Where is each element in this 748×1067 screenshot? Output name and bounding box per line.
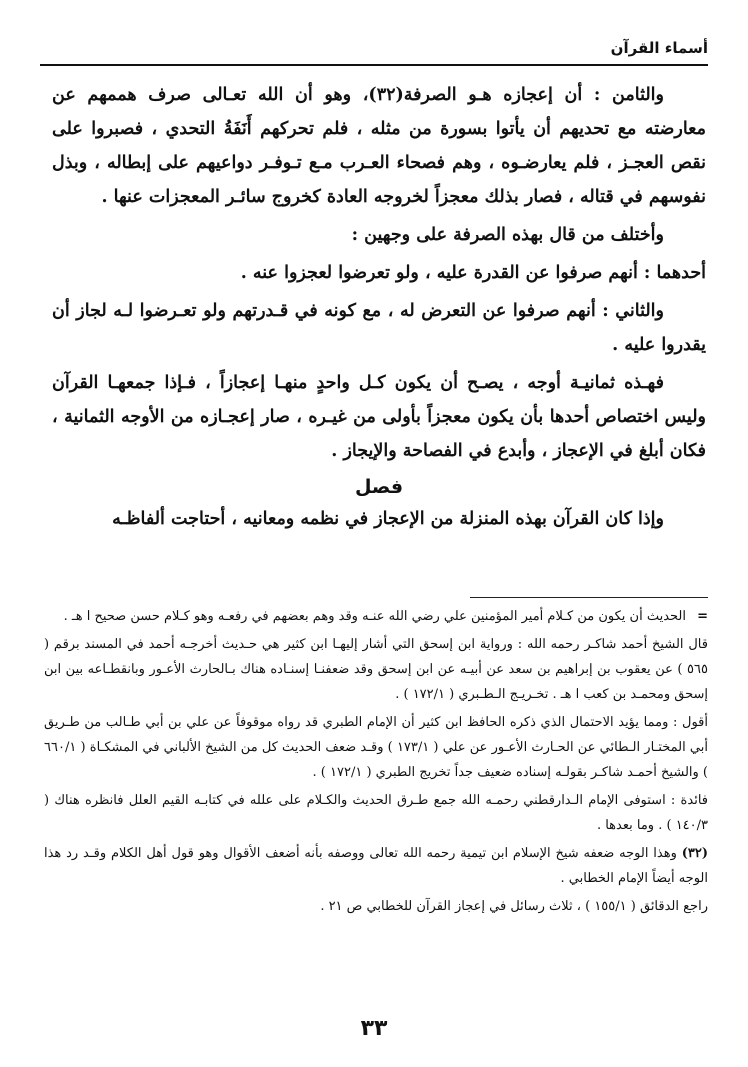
paragraph-second-view: والثاني : أنهم صرفوا عن التعرض له ، مع كونه في قـدرتهم ولو تعـرضوا لـه لجاز أن يقدروا عليه .	[52, 301, 706, 355]
footnote-rule	[470, 597, 708, 598]
footnote-text: وهذا الوجه ضعفه شيخ الإسلام ابن تيمية رحمه الله تعالى ووصفه بأنه أضعف الأقوال وهو قول أهل الكلام وقـد رد هذا الوجه أيضاً الإمام الخطابي .	[44, 846, 708, 886]
footnote-text: الحديث أن يكون من كـلام أمير المؤمنين علي رضي الله عنـه وقد وهم بعضهم في رفعـه وهو كـلام حسن صحيح ا هـ .	[63, 609, 686, 624]
footnotes	[44, 604, 708, 922]
footnote-author-note: أقول : ومما يؤيد الاحتمال الذي ذكره الحافظ ابن كثير أن الإمام الطبري قد رواه موقوفاً عن علي بن أبي طـالب من طـريق أبي المختـار الـطائي عن الحـارث الأعـور عن علي ( ١٧٣/١ ) وقـد ضعف الحديث كل من الشيخ الألباني في المشكـاة ( ٦٦٠/١ ) والشيخ أحمـد شاكـر بقولـه إسناده ضعيف جداً تخريج الطبري ( ١٧٢/١ ) .	[44, 715, 708, 780]
footnote-benefit: فائدة : استوفى الإمام الـدارقطني رحمـه الله جمع طـرق الحديث والكـلام على علله في كتابـه القيم العلل فانظره هناك ( ١٤٠/٣ ) . وما بعدها .	[44, 793, 708, 833]
footnote-continued	[44, 604, 708, 629]
footnote-32	[44, 841, 708, 891]
footnote-reference: راجع الدقائق ( ١٥٥/١ ) ، ثلاث رسائل في إعجاز القرآن للخطابي ص ٢١ .	[320, 899, 708, 914]
main-text	[52, 78, 706, 540]
paragraph-eighth-aspect: والثامن : أن إعجازه هـو الصرفة(٣٢)، وهو أن الله تعـالى صرف هممهم عن معارضته مع تحديهم أن يأتوا بسورة من مثله ، فلم تحركهم أَنَفَةُ التحدي ، فصبروا على نقص العجـز ، فلم يعارضـوه ، وهم فصحاء العـرب مـع تـوفـر دواعيهم على إبطاله ، وبذل نفوسهم في قتاله ، فصار بذلك معجزاً لخروجه العادة كخروج سائـر المعجزات عنها .	[52, 85, 706, 207]
footnote-number: (٣٢)	[681, 846, 708, 861]
section-heading: فصل	[354, 476, 404, 498]
continuation-mark: =	[697, 609, 708, 624]
paragraph-eight-aspects: فهـذه ثمانيـة أوجه ، يصـح أن يكون كـل واحدٍ منهـا إعجازاً ، فـإذا جمعهـا القرآن وليس اختصاص أحدها بأن يكون معجزاً بأولى من غيـره ، صار إعجـازه من الأوجه الثمانية ، فكان أبلغ في الإعجاز ، وأبدع في الفصاحة والإيجاز .	[52, 373, 706, 461]
paragraph-section-start: وإذا كان القرآن بهذه المنزلة من الإعجاز في نظمه ومعانيه ، أحتاجت ألفاظـه	[112, 509, 664, 529]
header-rule	[40, 64, 708, 66]
paragraph-difference: وأختلف من قال بهذه الصرفة على وجهين :	[351, 225, 664, 245]
running-header: أسماء القرآن	[610, 39, 708, 57]
footnote-shakir: قال الشيخ أحمد شاكـر رحمه الله : ورواية ابن إسحق التي أشار إليهـا ابن كثير هي حـديث أخرجـه أحمد في المسند برقم ( ٥٦٥ ) عن يعقوب بن إبراهيم بن سعد عن أبيـه عن ابن إسحق وقد ضعفنـا إسنـاده هناك بـالحارث الأعـور وبانقطـاعه بين ابن إسحق ومحمـد بن كعب ا هـ . تخـريـج الـطـبري ( ١٧٢/١ ) .	[44, 637, 708, 702]
paragraph-first-view: أحدهما : أنهم صرفوا عن القدرة عليه ، ولو تعرضوا لعجزوا عنه .	[240, 263, 706, 283]
page-number: ٣٣	[360, 1016, 388, 1041]
